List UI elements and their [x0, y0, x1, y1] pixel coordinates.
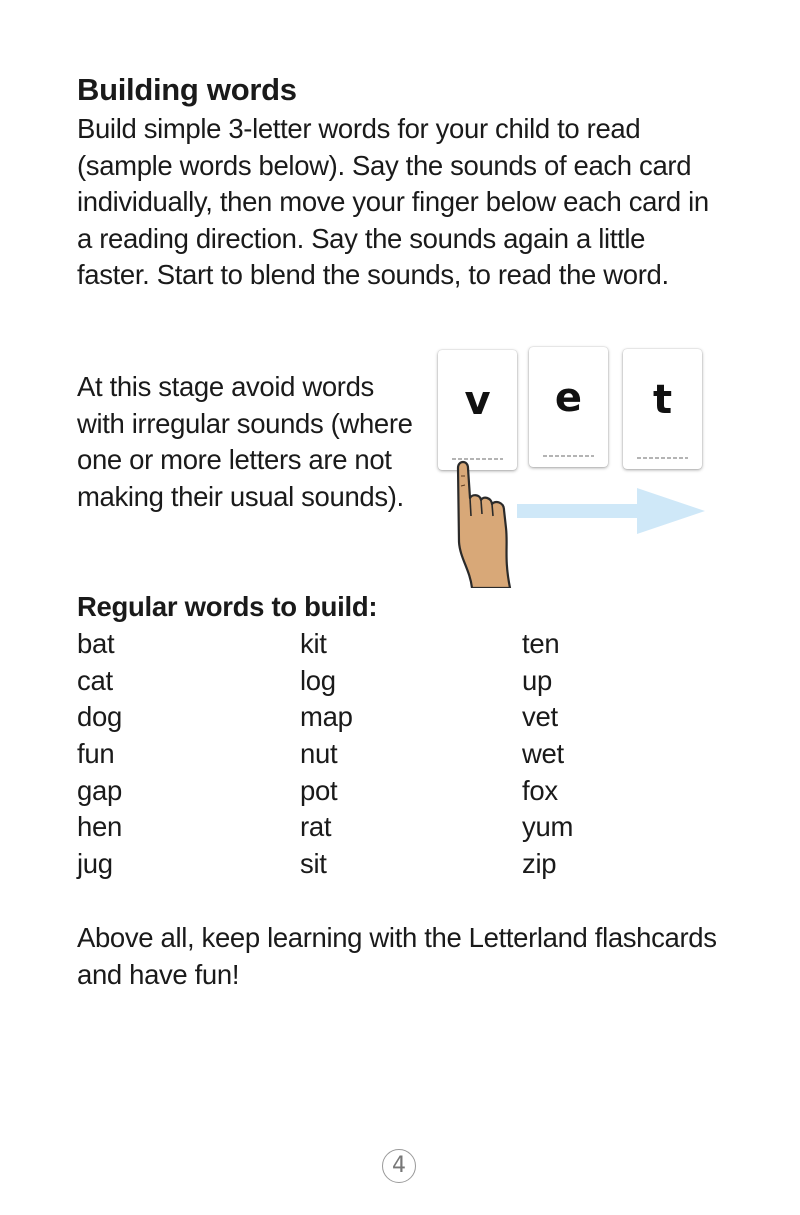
closing-paragraph: Above all, keep learning with the Letterland flashcards and have fun! — [77, 922, 717, 990]
word-item: fun — [77, 738, 115, 770]
words-list-title: Regular words to build: — [77, 591, 378, 622]
word-item: pot — [300, 774, 338, 806]
section-heading: Building words — [77, 72, 297, 107]
flashcard-letter: v — [464, 378, 491, 424]
flashcard-t — [623, 349, 702, 469]
word-item: zip — [522, 848, 557, 880]
word-item: map — [300, 701, 353, 733]
word-item: yum — [522, 811, 574, 843]
word-item: bat — [77, 628, 115, 659]
intro-paragraph: Build simple 3-letter words for your child to read (sample words below). Say the sounds of each card individually, then move your finger below each card in a reading direction. Say the sounds again a little faster. Start to blend the sounds, to read the word. — [77, 113, 709, 291]
word-item: dog — [77, 701, 122, 733]
word-item: gap — [77, 774, 122, 806]
flashcard-e — [529, 347, 608, 467]
flashcard-v — [438, 350, 517, 470]
word-item: kit — [300, 628, 327, 659]
word-item: fox — [522, 774, 558, 806]
word-item: wet — [522, 738, 564, 770]
word-item: ten — [522, 628, 560, 659]
pointing-finger-icon — [454, 458, 514, 588]
word-item: cat — [77, 664, 113, 696]
page-number-badge: 4 — [382, 1149, 416, 1183]
word-item: nut — [300, 738, 338, 770]
word-item: up — [522, 664, 552, 696]
regular-words-grid — [77, 626, 677, 883]
reading-direction-arrow-icon — [517, 488, 707, 534]
blending-illustration — [430, 340, 720, 590]
flashcard-letter: e — [554, 375, 583, 421]
word-item: log — [300, 664, 336, 696]
word-item: hen — [77, 811, 122, 843]
word-item: rat — [300, 811, 332, 843]
word-item: sit — [300, 848, 327, 880]
flashcard-caption — [637, 457, 688, 459]
word-item: vet — [522, 701, 558, 733]
flashcard-caption — [543, 455, 594, 457]
word-item: jug — [77, 848, 113, 880]
stage-note-paragraph: At this stage avoid words with irregular sounds (where one or more letters are not making their usual sounds). — [77, 371, 413, 512]
flashcard-letter: t — [652, 377, 673, 423]
